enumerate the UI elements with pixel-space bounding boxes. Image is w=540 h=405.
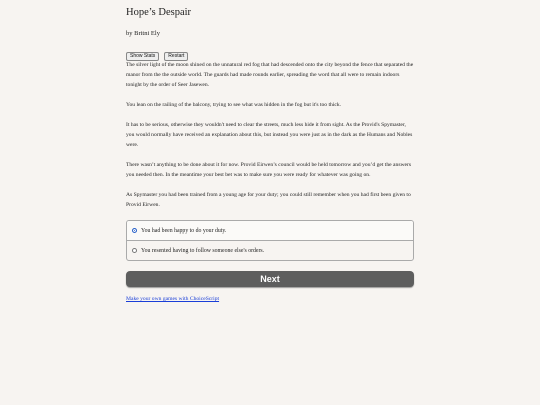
choice-option-1[interactable] (127, 221, 413, 240)
story-text (126, 60, 414, 210)
choice-option-2[interactable] (127, 240, 413, 260)
game-container (126, 0, 414, 302)
choice-label: You had been happy to do your duty. (141, 227, 227, 234)
story-paragraph: The silver light of the moon shined on the unnatural red fog that had descended onto the city beyond the fence that separated the manor from the the outside world. The guards had made rounds earlier, spreading the word that all were to remain indoors tonight by the order of Seer Jasewen. (126, 62, 414, 88)
story-paragraph: It has to be serious, otherwise they wouldn't need to clear the streets, much less hide it from sight. As the Provid's Spymaster, you would normally have received an explanation about this, but instead you were just as in the dark as the Humans and Nobles were. (126, 122, 413, 148)
show-stats-button[interactable]: Show Stats (126, 52, 159, 61)
game-title: Hope’s Despair (126, 7, 192, 18)
choicescript-link[interactable]: Make your own games with ChoiceScript (126, 296, 220, 302)
author-line: by Britni Ely (126, 30, 160, 37)
next-button[interactable]: Next (126, 271, 414, 287)
choice-label: You resented having to follow someone else's orders. (141, 247, 265, 254)
radio-selected-icon[interactable] (132, 228, 137, 233)
restart-button[interactable]: Restart (164, 52, 188, 61)
choice-list (126, 220, 414, 261)
story-paragraph: There wasn’t anything to be done about it for now. Provid Eirwen’s council would be held tomorrow and you’d get the answers you needed then. In the meantime your best bet was to make sure you were ready for whatever was going on. (126, 162, 412, 178)
toolbar (126, 44, 414, 59)
story-paragraph: As Spymaster you had been trained from a young age for your duty; you could still remember when you had first been given to Provid Eirwen. (126, 192, 411, 208)
story-paragraph: You lean on the railing of the balcony, trying to see what was hidden in the fog but it's too thick. (126, 102, 342, 108)
radio-unselected-icon[interactable] (132, 248, 137, 253)
footer (126, 296, 414, 302)
